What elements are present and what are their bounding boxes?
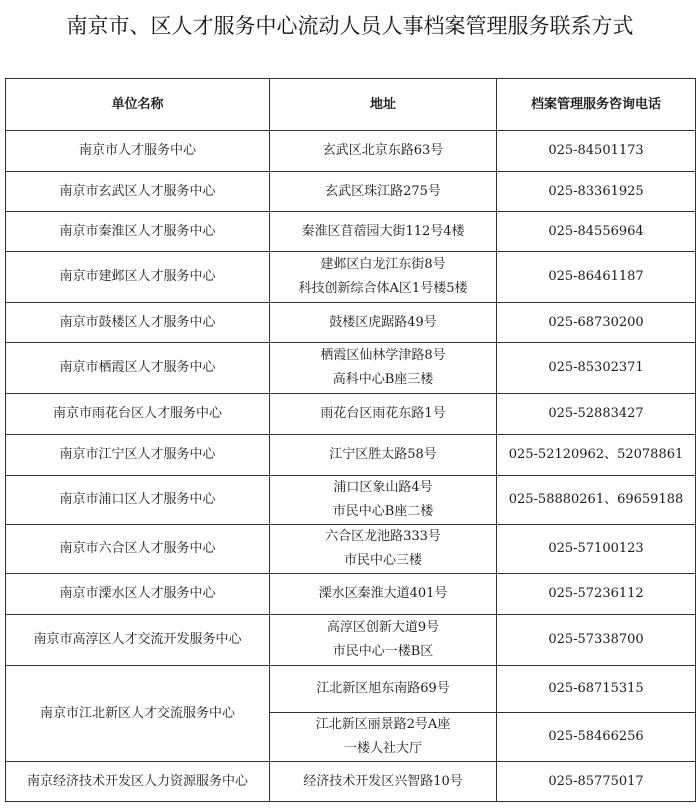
page-title: 南京市、区人才服务中心流动人员人事档案管理服务联系方式 (66, 14, 634, 38)
address-line-2: 科技创新综合体A区1号楼5楼 (298, 281, 468, 296)
table-row (6, 303, 696, 343)
table-row (6, 615, 696, 666)
phone-cell: 025-57236112 (497, 574, 696, 615)
address-cell (270, 303, 497, 343)
unit-name-cell: 南京经济技术开发区人力资源服务中心 (6, 762, 270, 802)
address-cell (270, 435, 497, 476)
address-line-1: 玄武区北京东路63号 (322, 143, 444, 158)
address-line-2: 高科中心B座三楼 (332, 372, 434, 387)
unit-name-cell: 南京市雨花台区人才服务中心 (6, 394, 270, 435)
address-cell (270, 212, 497, 252)
address-cell (270, 713, 497, 762)
unit-name-cell: 南京市鼓楼区人才服务中心 (6, 303, 270, 343)
unit-name-cell: 南京市建邺区人才服务中心 (6, 252, 270, 303)
address-line-2: 一楼人社大厅 (343, 741, 422, 756)
address-cell (270, 476, 497, 525)
unit-name-cell: 南京市秦淮区人才服务中心 (6, 212, 270, 252)
phone-cell: 025-85775017 (497, 762, 696, 802)
address-cell (270, 172, 497, 212)
phone-cell: 025-57338700 (497, 615, 696, 666)
unit-name-cell: 南京市浦口区人才服务中心 (6, 476, 270, 525)
table-row (6, 476, 696, 525)
phone-cell: 025-58466256 (497, 713, 696, 762)
address-cell (270, 574, 497, 615)
address-line-1: 江北新区旭东南路69号 (316, 681, 450, 696)
table-row (6, 525, 696, 574)
address-line-1: 秦淮区苜蓿园大街112号4楼 (301, 223, 465, 239)
address-line-1: 经济技术开发区兴智路10号 (303, 773, 463, 789)
address-line-2: 市民中心三楼 (343, 553, 422, 568)
phone-cell: 025-84501173 (497, 131, 696, 172)
address-line-1: 溧水区秦淮大道401号 (318, 586, 448, 601)
phone-cell: 025-83361925 (497, 172, 696, 212)
address-cell (270, 666, 497, 713)
phone-cell: 025-52883427 (497, 394, 696, 435)
address-cell (270, 762, 497, 802)
unit-name-cell: 南京市六合区人才服务中心 (6, 525, 270, 574)
phone-cell: 025-68730200 (497, 303, 696, 343)
address-line-1: 建邺区白龙江东街8号 (320, 257, 446, 272)
address-cell (270, 394, 497, 435)
address-line-1: 六合区龙池路333号 (325, 529, 441, 544)
header-address: 地址 (270, 79, 497, 131)
address-line-1: 江北新区丽景路2号A座 (315, 717, 451, 732)
address-cell (270, 525, 497, 574)
unit-name-cell: 南京市江宁区人才服务中心 (6, 435, 270, 476)
table-row (6, 131, 696, 172)
header-name: 单位名称 (6, 79, 270, 131)
unit-name-cell: 南京市高淳区人才交流开发服务中心 (6, 615, 270, 666)
contact-table (5, 78, 696, 802)
table-row (6, 666, 696, 713)
table-row (6, 252, 696, 303)
address-line-2: 市民中心一楼B区 (332, 644, 434, 659)
unit-name-cell: 南京市栖霞区人才服务中心 (6, 343, 270, 394)
address-line-1: 玄武区珠江路275号 (325, 183, 441, 199)
address-line-1: 栖霞区仙林学津路8号 (320, 348, 446, 363)
phone-cell: 025-58880261、69659188 (497, 476, 696, 525)
table-header-row (6, 79, 696, 131)
phone-cell: 025-85302371 (497, 343, 696, 394)
table-row (6, 343, 696, 394)
address-line-1: 浦口区象山路4号 (333, 480, 433, 495)
phone-cell: 025-52120962、52078861 (497, 435, 696, 476)
table-row (6, 762, 696, 802)
unit-name-cell: 南京市江北新区人才交流服务中心 (6, 666, 270, 762)
address-line-1: 鼓楼区虎踞路49号 (329, 314, 437, 330)
unit-name-cell: 南京市人才服务中心 (6, 131, 270, 172)
table-row (6, 212, 696, 252)
address-cell (270, 252, 497, 303)
table-row (6, 435, 696, 476)
address-line-1: 高淳区创新大道9号 (326, 620, 440, 635)
phone-cell: 025-86461187 (497, 252, 696, 303)
address-cell (270, 343, 497, 394)
phone-cell: 025-57100123 (497, 525, 696, 574)
table-row (6, 394, 696, 435)
address-line-1: 雨花台区雨花东路1号 (320, 406, 446, 421)
address-line-1: 江宁区胜太路58号 (329, 447, 437, 462)
address-line-2: 市民中心B座二楼 (332, 504, 434, 519)
address-cell (270, 131, 497, 172)
table-row (6, 172, 696, 212)
table-row (6, 574, 696, 615)
phone-cell: 025-84556964 (497, 212, 696, 252)
address-cell (270, 615, 497, 666)
unit-name-cell: 南京市玄武区人才服务中心 (6, 172, 270, 212)
unit-name-cell: 南京市溧水区人才服务中心 (6, 574, 270, 615)
phone-cell: 025-68715315 (497, 666, 696, 713)
header-phone: 档案管理服务咨询电话 (497, 79, 696, 131)
